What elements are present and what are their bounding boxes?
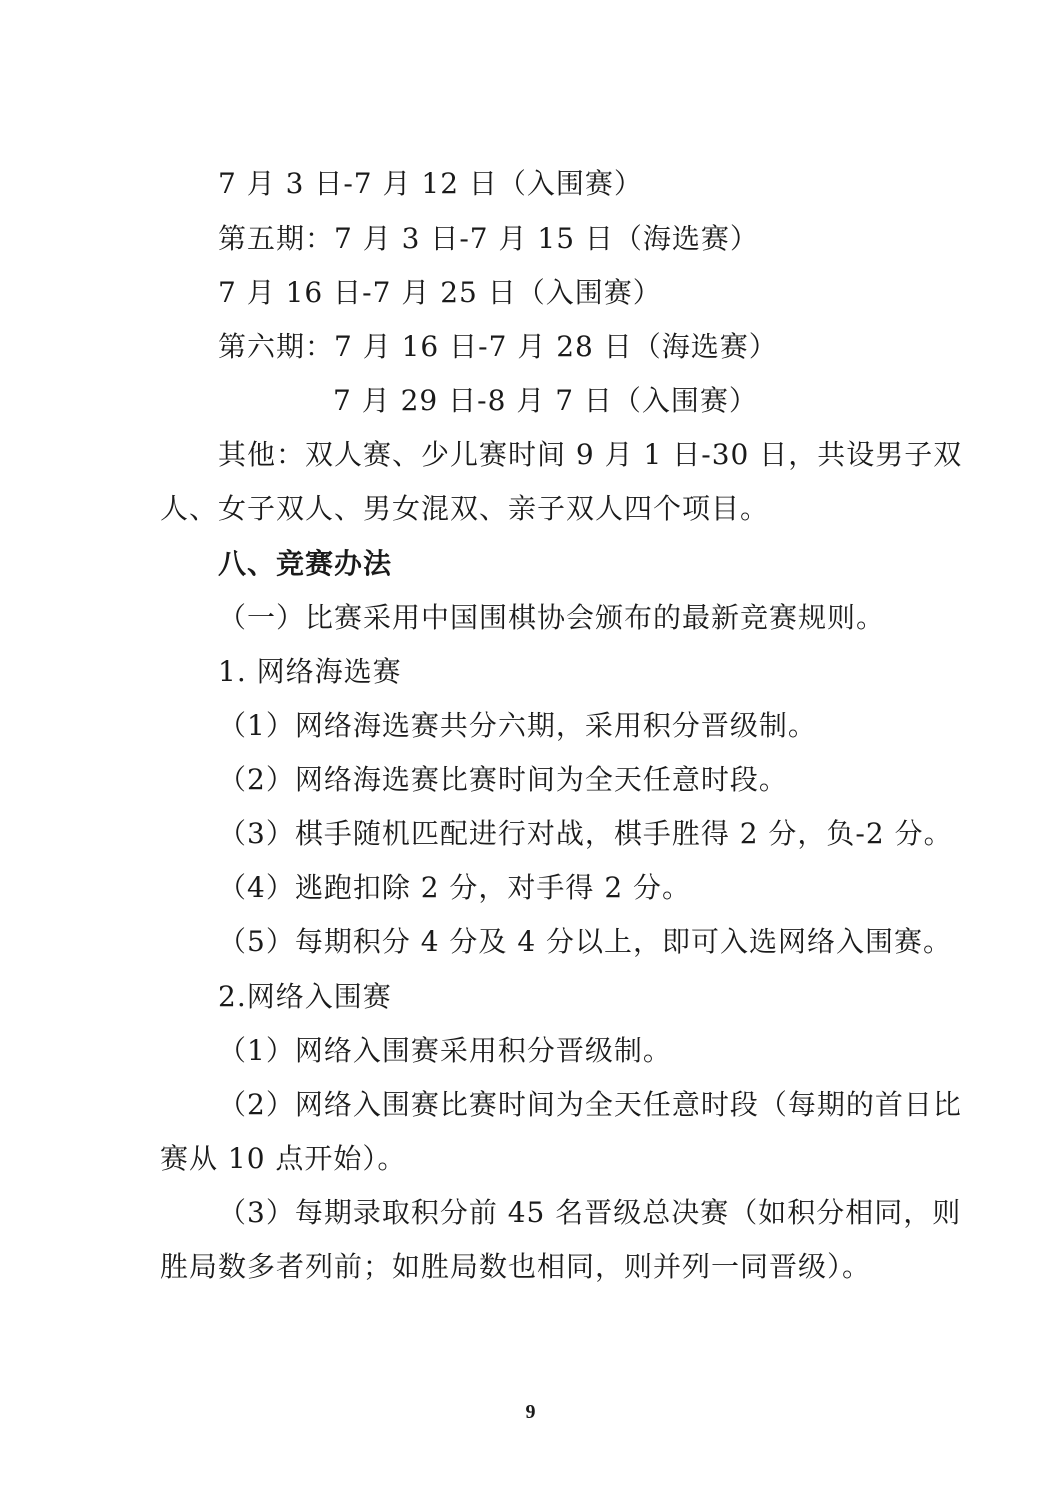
qualifier-item-1: （1）网络海选赛共分六期，采用积分晋级制。	[218, 709, 817, 742]
subsection-title-online-qualifier: 1. 网络海选赛	[218, 655, 402, 688]
schedule-line-2: 第五期：7 月 3 日-7 月 15 日（海选赛）	[218, 222, 759, 255]
schedule-line-1: 7 月 3 日-7 月 12 日（入围赛）	[218, 167, 643, 200]
schedule-line-3: 7 月 16 日-7 月 25 日（入围赛）	[218, 276, 662, 309]
subsection-title-online-shortlist: 2.网络入围赛	[218, 980, 392, 1013]
shortlist-item-1: （1）网络入围赛采用积分晋级制。	[218, 1034, 672, 1067]
page-number: 9	[525, 1401, 536, 1423]
qualifier-item-4: （4）逃跑扣除 2 分，对手得 2 分。	[218, 871, 692, 904]
qualifier-item-3: （3）棋手随机匹配进行对战，棋手胜得 2 分，负-2 分。	[218, 817, 953, 850]
shortlist-item-3-line-1: （3）每期录取积分前 45 名晋级总决赛（如积分相同，则	[218, 1196, 962, 1229]
shortlist-item-2-line-2: 赛从 10 点开始）。	[160, 1142, 407, 1175]
shortlist-item-3-line-2: 胜局数多者列前；如胜局数也相同，则并列一同晋级）。	[160, 1250, 872, 1283]
section-heading: 八、竞赛办法	[218, 547, 393, 580]
shortlist-item-2-line-1: （2）网络入围赛比赛时间为全天任意时段（每期的首日比	[218, 1088, 962, 1121]
other-events-line-1: 其他：双人赛、少儿赛时间 9 月 1 日-30 日，共设男子双	[218, 438, 963, 471]
qualifier-item-2: （2）网络海选赛比赛时间为全天任意时段。	[218, 763, 788, 796]
schedule-line-5: 7 月 29 日-8 月 7 日（入围赛）	[333, 384, 758, 417]
general-rule: （一）比赛采用中国围棋协会颁布的最新竞赛规则。	[218, 601, 886, 634]
other-events-line-2: 人、女子双人、男女混双、亲子双人四个项目。	[160, 492, 770, 525]
schedule-line-4: 第六期：7 月 16 日-7 月 28 日（海选赛）	[218, 330, 778, 363]
qualifier-item-5: （5）每期积分 4 分及 4 分以上，即可入选网络入围赛。	[218, 925, 953, 958]
